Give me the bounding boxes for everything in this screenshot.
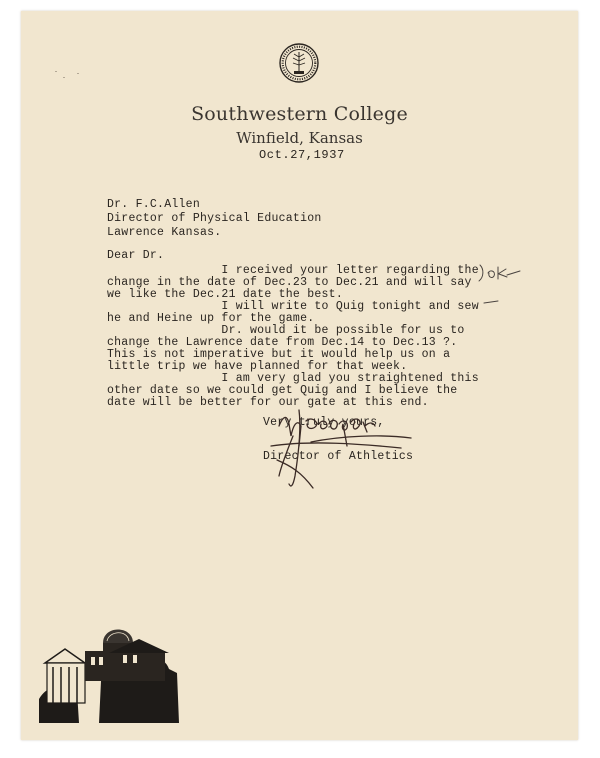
recipient-title: Director of Physical Education	[107, 212, 322, 225]
body-line: he and Heine up for the game.	[107, 312, 315, 325]
body-line: change in the date of Dec.23 to Dec.21 and will say	[107, 276, 472, 289]
body-line: This is not imperative but it would help us on a	[107, 348, 451, 361]
handwritten-signature-icon	[251, 396, 431, 491]
signer-title: Director of Athletics	[263, 450, 414, 463]
body-line: other date so we could get Quig and I believe the	[107, 384, 458, 397]
closing: Very truly yours,	[263, 416, 385, 429]
body-line: change the Lawrence date from Dec.14 to Dec.13 ?.	[107, 336, 458, 349]
body-line: Dr. would it be possible for us to	[107, 324, 465, 337]
recipient-location: Lawrence Kansas.	[107, 226, 222, 239]
handwritten-ok-mark-icon	[476, 263, 536, 313]
paper-speck	[63, 77, 65, 78]
body-line: little trip we have planned for that week.	[107, 360, 408, 373]
college-building-sketch-icon	[39, 611, 179, 723]
letter-date: Oct.27,1937	[259, 148, 345, 162]
paper-speck	[77, 73, 79, 74]
college-name: Southwestern College	[191, 103, 408, 125]
college-seal-icon	[279, 43, 319, 83]
paper-speck	[55, 71, 57, 72]
letter-page	[21, 11, 578, 740]
body-line: I will write to Quig tonight and sew	[107, 300, 479, 313]
salutation: Dear Dr.	[107, 249, 165, 262]
body-line: I received your letter regarding the	[107, 264, 479, 277]
college-city: Winfield, Kansas	[236, 129, 363, 147]
body-line: I am very glad you straightened this	[107, 372, 479, 385]
recipient-name: Dr. F.C.Allen	[107, 198, 200, 211]
body-line: we like the Dec.21 date the best.	[107, 288, 343, 301]
body-line: date will be better for our gate at this end.	[107, 396, 429, 409]
